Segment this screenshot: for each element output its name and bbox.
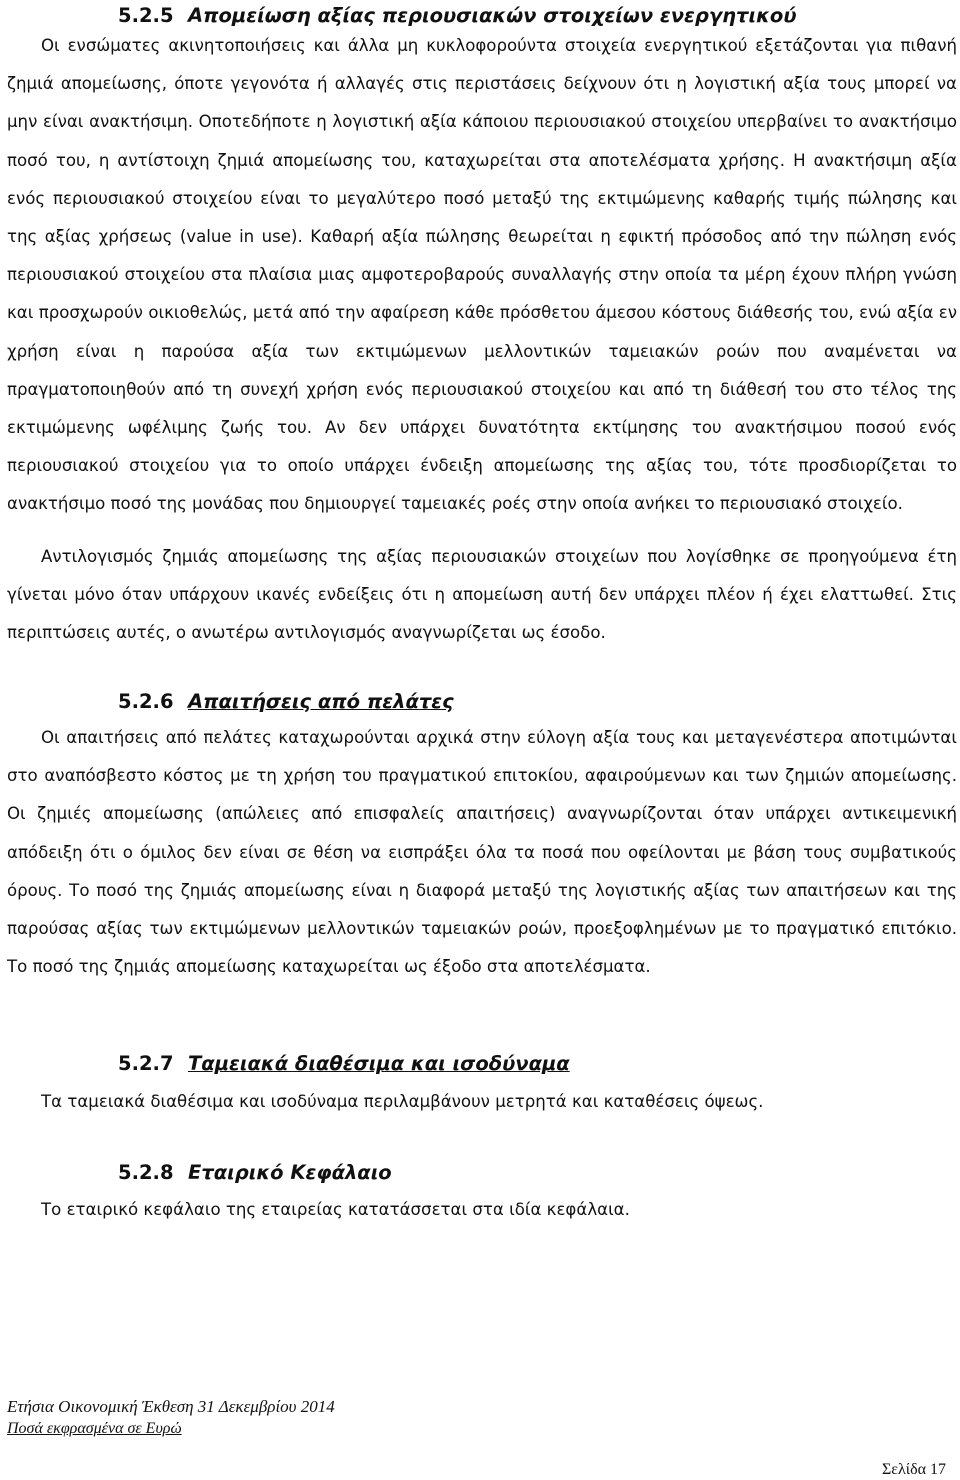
paragraph-equity: Το εταιρικό κεφάλαιο της εταιρείας κατατάσσεται στα ιδία κεφάλαια. bbox=[41, 1200, 630, 1219]
section-number: 5.2.6 bbox=[118, 690, 174, 713]
section-heading-5-2-6 bbox=[118, 690, 454, 713]
section-number: 5.2.7 bbox=[118, 1052, 174, 1075]
section-title: Ταμειακά διαθέσιμα και ισοδύναμα bbox=[188, 1052, 570, 1075]
page-number: Σελίδα 17 bbox=[881, 1461, 946, 1478]
section-title: Απομείωση αξίας περιουσιακών στοιχείων ενεργητικού bbox=[188, 4, 797, 27]
paragraph-cash: Τα ταμειακά διαθέσιμα και ισοδύναμα περιλαμβάνουν μετρητά και καταθέσεις όψεως. bbox=[41, 1092, 764, 1111]
paragraph-impairment-reversal: Αντιλογισμός ζημιάς απομείωσης της αξίας περιουσιακών στοιχείων που λογίσθηκε σε προηγούμενα έτη γίνεται μόνο όταν υπάρχουν ικανές ενδείξεις ότι η απομείωση αυτή δεν υπάρχει πλέον ή έχει ελαττωθεί. Στις περιπτώσεις αυτές, ο ανωτέρω αντιλογισμός αναγνωρίζεται ως έσοδο. bbox=[7, 547, 957, 643]
section-heading-5-2-7 bbox=[118, 1052, 570, 1075]
paragraph-impairment: Οι ενσώματες ακινητοποιήσεις και άλλα μη κυκλοφορούντα στοιχεία ενεργητικού εξετάζονται για πιθανή ζημιά απομείωσης, όποτε γεγονότα ή αλλαγές στις περιστάσεις δείχνουν ότι η λογιστική αξία τους μπορεί να μην είναι ανακτήσιμη. Οποτεδήποτε η λογιστική αξία κάποιου περιουσιακού στοιχείου υπερβαίνει το ανακτήσιμο ποσό του, η αντίστοιχη ζημιά απομείωσης του, καταχωρείται στα αποτελέσματα χρήσης. Η ανακτήσιμη αξία ενός περιουσιακού στοιχείου είναι το μεγαλύτερο ποσό μεταξύ της εκτιμώμενης καθαρής τιμής πώλησης και της αξίας χρήσεως (value in use). Καθαρή αξία πώλησης θεωρείται η εφικτή πρόσοδος από την πώληση ενός περιουσιακού στοιχείου στα πλαίσια μιας αμφοτεροβαρούς συναλλαγής στην οποία τα μέρη έχουν πλήρη γνώση και προσχωρούν οικιοθελώς, μετά από την αφαίρεση κάθε πρόσθετου άμεσου κόστους διάθεσής του, ενώ αξία εν χρήση είναι η παρούσα αξία των εκτιμώμενων μελλοντικών ταμειακών ροών που αναμένεται να πραγματοποιηθούν από τη συνεχή χρήση ενός περιουσιακού στοιχείου και από τη διάθεσή του στο τέλος της εκτιμώμενης ωφέλιμης ζωής του. Αν δεν υπάρχει δυνατότητα εκτίμησης του ανακτήσιμου ποσού ενός περιουσιακού στοιχείου για το οποίο υπάρχει ένδειξη απομείωσης της αξίας του, τότε προσδιορίζεται το ανακτήσιμο ποσό της μονάδας που δημιουργεί ταμειακές ροές στην οποία ανήκει το περιουσιακό στοιχείο. bbox=[7, 36, 957, 514]
paragraph-receivables: Οι απαιτήσεις από πελάτες καταχωρούνται αρχικά στην εύλογη αξία τους και μεταγενέστερα αποτιμώνται στο αναπόσβεστο κόστος με τη χρήση του πραγματικού επιτοκίου, αφαιρούμενων και των ζημιών απομείωσης. Οι ζημιές απομείωσης (απώλειες από επισφαλείς απαιτήσεις) αναγνωρίζονται όταν υπάρχει αντικειμενική απόδειξη ότι ο όμιλος δεν είναι σε θέση να εισπράξει όλα τα ποσά που οφείλονται με βάση τους συμβατικούς όρους. Το ποσό της ζημιάς απομείωσης είναι η διαφορά μεταξύ της λογιστικής αξίας των απαιτήσεων και της παρούσας αξίας των εκτιμώμενων μελλοντικών ταμειακών ροών, προεξοφλημένων με το πραγματικό επιτόκιο. Το ποσό της ζημιάς απομείωσης καταχωρείται ως έξοδο στα αποτελέσματα. bbox=[7, 728, 957, 977]
section-heading-5-2-8 bbox=[118, 1161, 392, 1184]
footer-currency-note: Ποσά εκφρασμένα σε Ευρώ bbox=[7, 1420, 182, 1437]
section-title: Απαιτήσεις από πελάτες bbox=[188, 690, 454, 713]
section-number: 5.2.5 bbox=[118, 4, 174, 27]
footer-report-title: Ετήσια Οικονομική Έκθεση 31 Δεκεμβρίου 2014 bbox=[7, 1397, 335, 1416]
section-heading-5-2-5 bbox=[118, 4, 797, 27]
section-number: 5.2.8 bbox=[118, 1161, 174, 1184]
footer bbox=[7, 1396, 335, 1440]
section-title: Εταιρικό Κεφάλαιο bbox=[188, 1161, 392, 1184]
